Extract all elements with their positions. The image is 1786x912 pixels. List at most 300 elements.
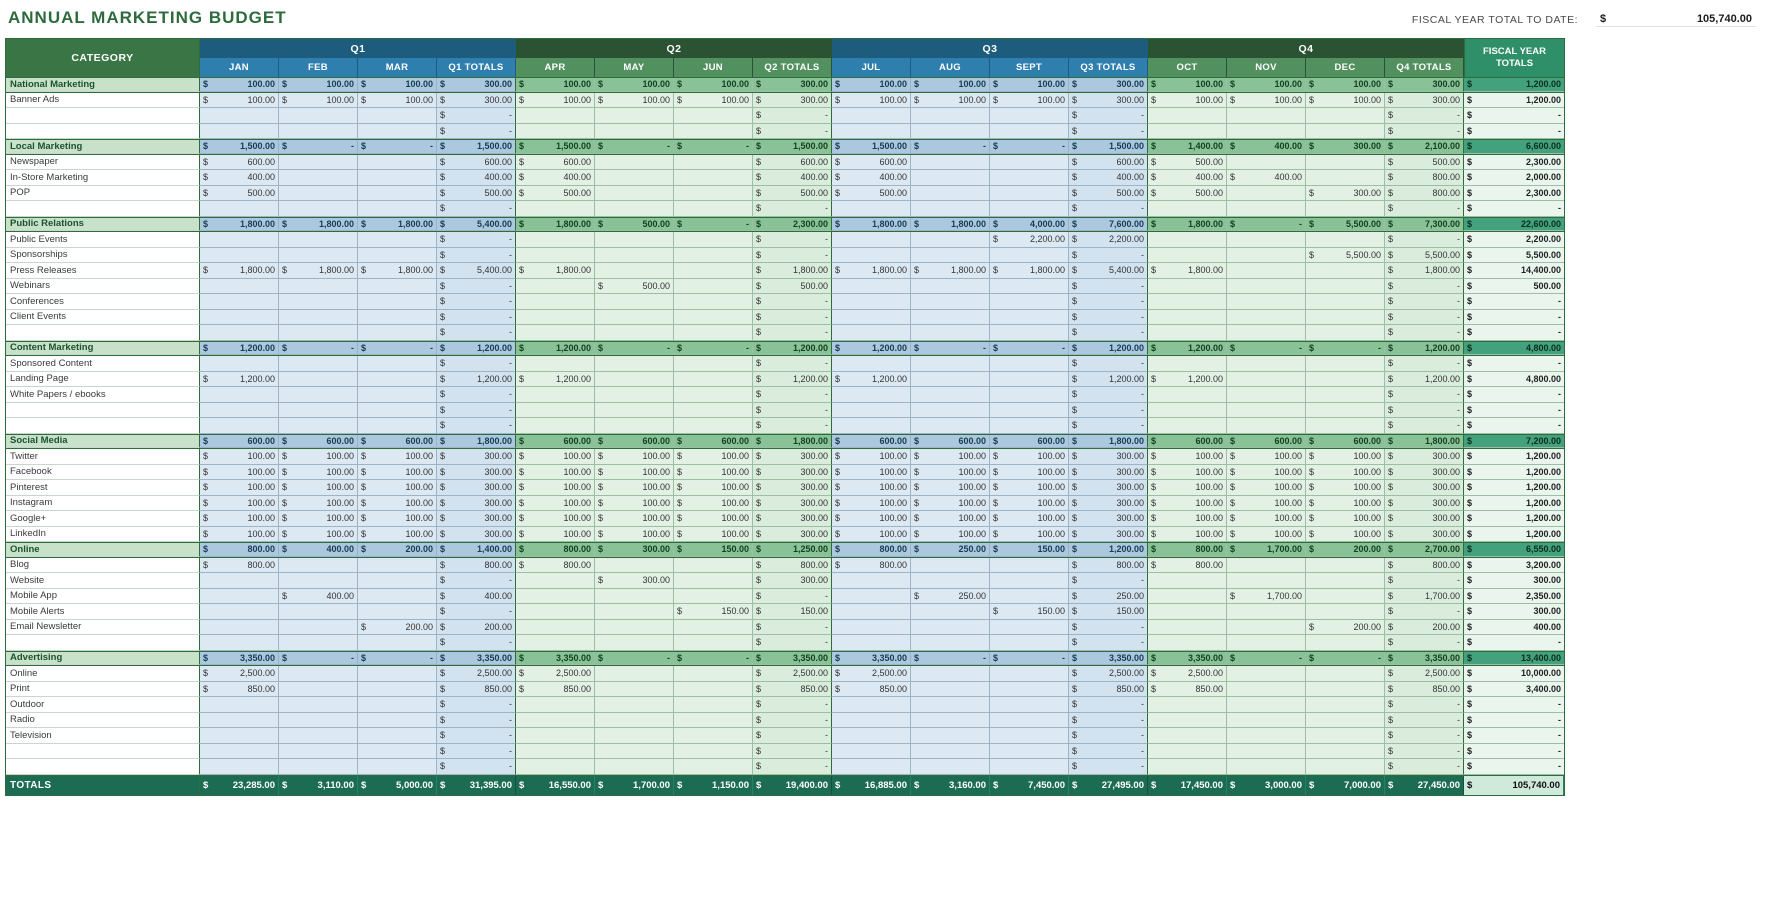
- row-label[interactable]: White Papers / ebooks: [6, 387, 200, 403]
- cell[interactable]: [753, 108, 832, 124]
- cell[interactable]: [990, 635, 1069, 651]
- cell[interactable]: [358, 186, 437, 202]
- cell[interactable]: [1148, 728, 1227, 744]
- cell[interactable]: [1306, 170, 1385, 186]
- cell[interactable]: [437, 480, 516, 496]
- cell[interactable]: [674, 218, 753, 232]
- cell[interactable]: [279, 325, 358, 341]
- row-label[interactable]: [6, 108, 200, 124]
- cell[interactable]: [279, 728, 358, 744]
- cell[interactable]: [911, 140, 990, 154]
- cell[interactable]: [911, 620, 990, 636]
- cell[interactable]: [437, 294, 516, 310]
- cell[interactable]: [1464, 635, 1564, 651]
- cell[interactable]: [911, 170, 990, 186]
- cell[interactable]: [437, 713, 516, 729]
- cell[interactable]: [595, 573, 674, 589]
- cell[interactable]: [990, 527, 1069, 543]
- cell[interactable]: [437, 140, 516, 154]
- cell[interactable]: [279, 652, 358, 666]
- cell[interactable]: [1306, 635, 1385, 651]
- cell[interactable]: [753, 527, 832, 543]
- cell[interactable]: [832, 589, 911, 605]
- cell[interactable]: [1069, 342, 1148, 356]
- row-label[interactable]: Client Events: [6, 310, 200, 326]
- cell[interactable]: [595, 155, 674, 171]
- row-label[interactable]: Banner Ads: [6, 93, 200, 109]
- cell[interactable]: [279, 78, 358, 92]
- cell[interactable]: [753, 279, 832, 295]
- cell[interactable]: [1227, 435, 1306, 449]
- cell[interactable]: [1227, 682, 1306, 698]
- cell[interactable]: [279, 418, 358, 434]
- row-label[interactable]: In-Store Marketing: [6, 170, 200, 186]
- cell[interactable]: [279, 140, 358, 154]
- cell[interactable]: [674, 589, 753, 605]
- cell[interactable]: [911, 543, 990, 557]
- cell[interactable]: [1464, 776, 1564, 795]
- row-label[interactable]: Twitter: [6, 449, 200, 465]
- cell[interactable]: [832, 372, 911, 388]
- cell[interactable]: [279, 155, 358, 171]
- cell[interactable]: [1306, 140, 1385, 154]
- cell[interactable]: [674, 604, 753, 620]
- cell[interactable]: [1148, 232, 1227, 248]
- cell[interactable]: [1306, 697, 1385, 713]
- cell[interactable]: [753, 310, 832, 326]
- cell[interactable]: [1148, 78, 1227, 92]
- cell[interactable]: [200, 543, 279, 557]
- cell[interactable]: [1464, 527, 1564, 543]
- cell[interactable]: [1464, 263, 1564, 279]
- cell[interactable]: [279, 604, 358, 620]
- cell[interactable]: [595, 511, 674, 527]
- cell[interactable]: [1148, 140, 1227, 154]
- cell[interactable]: [437, 78, 516, 92]
- cell[interactable]: [832, 310, 911, 326]
- cell[interactable]: [437, 449, 516, 465]
- cell[interactable]: [1306, 744, 1385, 760]
- cell[interactable]: [1069, 682, 1148, 698]
- cell[interactable]: [595, 279, 674, 295]
- cell[interactable]: [1227, 635, 1306, 651]
- cell[interactable]: [1069, 248, 1148, 264]
- cell[interactable]: [358, 387, 437, 403]
- cell[interactable]: [990, 186, 1069, 202]
- cell[interactable]: [595, 201, 674, 217]
- cell[interactable]: [832, 248, 911, 264]
- cell[interactable]: [1306, 465, 1385, 481]
- cell[interactable]: [990, 511, 1069, 527]
- cell[interactable]: [832, 294, 911, 310]
- cell[interactable]: [1464, 759, 1564, 775]
- cell[interactable]: [832, 232, 911, 248]
- cell[interactable]: [674, 620, 753, 636]
- cell[interactable]: [753, 403, 832, 419]
- cell[interactable]: [674, 697, 753, 713]
- cell[interactable]: [1227, 465, 1306, 481]
- row-label[interactable]: Instagram: [6, 496, 200, 512]
- cell[interactable]: [674, 480, 753, 496]
- cell[interactable]: [279, 294, 358, 310]
- cell[interactable]: [200, 232, 279, 248]
- cell[interactable]: [279, 589, 358, 605]
- cell[interactable]: [911, 418, 990, 434]
- cell[interactable]: [674, 108, 753, 124]
- cell[interactable]: [595, 232, 674, 248]
- cell[interactable]: [200, 294, 279, 310]
- cell[interactable]: [1148, 387, 1227, 403]
- cell[interactable]: [1069, 728, 1148, 744]
- cell[interactable]: [1069, 263, 1148, 279]
- cell[interactable]: [1069, 279, 1148, 295]
- cell[interactable]: [1227, 124, 1306, 140]
- cell[interactable]: [1385, 325, 1464, 341]
- cell[interactable]: [1306, 186, 1385, 202]
- cell[interactable]: [1069, 403, 1148, 419]
- cell[interactable]: [279, 232, 358, 248]
- cell[interactable]: [358, 759, 437, 775]
- cell[interactable]: [1227, 573, 1306, 589]
- cell[interactable]: [990, 435, 1069, 449]
- cell[interactable]: [437, 108, 516, 124]
- cell[interactable]: [1148, 744, 1227, 760]
- cell[interactable]: [1227, 78, 1306, 92]
- cell[interactable]: [358, 342, 437, 356]
- cell[interactable]: [279, 666, 358, 682]
- cell[interactable]: [1464, 403, 1564, 419]
- cell[interactable]: [1148, 218, 1227, 232]
- cell[interactable]: [358, 511, 437, 527]
- cell[interactable]: [200, 728, 279, 744]
- cell[interactable]: [200, 248, 279, 264]
- cell[interactable]: [1385, 652, 1464, 666]
- cell[interactable]: [753, 697, 832, 713]
- cell[interactable]: [832, 387, 911, 403]
- cell[interactable]: [437, 279, 516, 295]
- cell[interactable]: [911, 248, 990, 264]
- cell[interactable]: [832, 342, 911, 356]
- cell[interactable]: [1148, 543, 1227, 557]
- cell[interactable]: [200, 93, 279, 109]
- cell[interactable]: [1385, 759, 1464, 775]
- cell[interactable]: [911, 342, 990, 356]
- cell[interactable]: [1306, 387, 1385, 403]
- row-label[interactable]: LinkedIn: [6, 527, 200, 543]
- cell[interactable]: [1227, 418, 1306, 434]
- cell[interactable]: [200, 744, 279, 760]
- cell[interactable]: [911, 697, 990, 713]
- row-label[interactable]: [6, 635, 200, 651]
- cell[interactable]: [911, 465, 990, 481]
- cell[interactable]: [911, 124, 990, 140]
- cell[interactable]: [437, 527, 516, 543]
- cell[interactable]: [358, 435, 437, 449]
- cell[interactable]: [595, 403, 674, 419]
- cell[interactable]: [1385, 496, 1464, 512]
- cell[interactable]: [595, 263, 674, 279]
- cell[interactable]: [990, 418, 1069, 434]
- cell[interactable]: [595, 294, 674, 310]
- cell[interactable]: [358, 372, 437, 388]
- cell[interactable]: [1306, 418, 1385, 434]
- cell[interactable]: [279, 759, 358, 775]
- cell[interactable]: [1464, 666, 1564, 682]
- cell[interactable]: [358, 310, 437, 326]
- cell[interactable]: [358, 776, 437, 795]
- cell[interactable]: [1385, 232, 1464, 248]
- cell[interactable]: [832, 776, 911, 795]
- cell[interactable]: [1306, 713, 1385, 729]
- cell[interactable]: [437, 496, 516, 512]
- cell[interactable]: [1306, 496, 1385, 512]
- cell[interactable]: [1385, 682, 1464, 698]
- cell[interactable]: [1069, 573, 1148, 589]
- cell[interactable]: [358, 294, 437, 310]
- cell[interactable]: [1464, 356, 1564, 372]
- cell[interactable]: [1385, 543, 1464, 557]
- cell[interactable]: [1464, 218, 1564, 232]
- cell[interactable]: [200, 78, 279, 92]
- cell[interactable]: [1306, 776, 1385, 795]
- cell[interactable]: [990, 325, 1069, 341]
- cell[interactable]: [279, 635, 358, 651]
- cell[interactable]: [595, 465, 674, 481]
- cell[interactable]: [200, 697, 279, 713]
- cell[interactable]: [595, 78, 674, 92]
- cell[interactable]: [1306, 263, 1385, 279]
- cell[interactable]: [832, 418, 911, 434]
- cell[interactable]: [1385, 218, 1464, 232]
- cell[interactable]: [1227, 93, 1306, 109]
- cell[interactable]: [832, 325, 911, 341]
- cell[interactable]: [753, 140, 832, 154]
- cell[interactable]: [200, 140, 279, 154]
- cell[interactable]: [595, 449, 674, 465]
- cell[interactable]: [200, 186, 279, 202]
- cell[interactable]: [674, 449, 753, 465]
- cell[interactable]: [674, 263, 753, 279]
- row-label[interactable]: Advertising: [6, 652, 200, 666]
- cell[interactable]: [1464, 279, 1564, 295]
- cell[interactable]: [1148, 342, 1227, 356]
- cell[interactable]: [674, 527, 753, 543]
- cell[interactable]: [358, 558, 437, 574]
- cell[interactable]: [516, 635, 595, 651]
- cell[interactable]: [437, 435, 516, 449]
- cell[interactable]: [279, 93, 358, 109]
- cell[interactable]: [990, 279, 1069, 295]
- cell[interactable]: [1306, 620, 1385, 636]
- cell[interactable]: [279, 744, 358, 760]
- cell[interactable]: [1148, 480, 1227, 496]
- cell[interactable]: [1306, 682, 1385, 698]
- cell[interactable]: [1385, 263, 1464, 279]
- cell[interactable]: [1069, 387, 1148, 403]
- cell[interactable]: [1069, 218, 1148, 232]
- cell[interactable]: [1069, 744, 1148, 760]
- cell[interactable]: [753, 372, 832, 388]
- cell[interactable]: [279, 543, 358, 557]
- cell[interactable]: [595, 697, 674, 713]
- row-label[interactable]: Public Events: [6, 232, 200, 248]
- cell[interactable]: [1385, 435, 1464, 449]
- cell[interactable]: [1227, 218, 1306, 232]
- cell[interactable]: [1227, 263, 1306, 279]
- cell[interactable]: [1148, 558, 1227, 574]
- cell[interactable]: [279, 263, 358, 279]
- cell[interactable]: [595, 124, 674, 140]
- cell[interactable]: [200, 435, 279, 449]
- cell[interactable]: [200, 387, 279, 403]
- cell[interactable]: [753, 496, 832, 512]
- cell[interactable]: [832, 170, 911, 186]
- cell[interactable]: [990, 496, 1069, 512]
- cell[interactable]: [753, 543, 832, 557]
- cell[interactable]: [1148, 356, 1227, 372]
- cell[interactable]: [1464, 78, 1564, 92]
- cell[interactable]: [753, 342, 832, 356]
- cell[interactable]: [674, 496, 753, 512]
- cell[interactable]: [358, 713, 437, 729]
- cell[interactable]: [437, 170, 516, 186]
- cell[interactable]: [832, 713, 911, 729]
- cell[interactable]: [595, 435, 674, 449]
- cell[interactable]: [911, 403, 990, 419]
- cell[interactable]: [358, 78, 437, 92]
- cell[interactable]: [437, 697, 516, 713]
- cell[interactable]: [911, 635, 990, 651]
- cell[interactable]: [516, 155, 595, 171]
- cell[interactable]: [990, 342, 1069, 356]
- cell[interactable]: [1148, 155, 1227, 171]
- cell[interactable]: [911, 435, 990, 449]
- cell[interactable]: [437, 325, 516, 341]
- cell[interactable]: [437, 744, 516, 760]
- cell[interactable]: [753, 744, 832, 760]
- cell[interactable]: [1464, 155, 1564, 171]
- cell[interactable]: [1385, 372, 1464, 388]
- cell[interactable]: [1069, 511, 1148, 527]
- cell[interactable]: [832, 620, 911, 636]
- cell[interactable]: [753, 465, 832, 481]
- cell[interactable]: [911, 449, 990, 465]
- cell[interactable]: [674, 465, 753, 481]
- row-label[interactable]: Outdoor: [6, 697, 200, 713]
- cell[interactable]: [595, 589, 674, 605]
- cell[interactable]: [911, 78, 990, 92]
- cell[interactable]: [516, 325, 595, 341]
- cell[interactable]: [279, 527, 358, 543]
- cell[interactable]: [437, 186, 516, 202]
- cell[interactable]: [674, 78, 753, 92]
- cell[interactable]: [990, 558, 1069, 574]
- cell[interactable]: [516, 310, 595, 326]
- cell[interactable]: [1148, 666, 1227, 682]
- cell[interactable]: [1069, 759, 1148, 775]
- cell[interactable]: [1148, 124, 1227, 140]
- cell[interactable]: [990, 218, 1069, 232]
- row-label[interactable]: Online: [6, 543, 200, 557]
- cell[interactable]: [200, 480, 279, 496]
- row-label[interactable]: Blog: [6, 558, 200, 574]
- cell[interactable]: [595, 325, 674, 341]
- cell[interactable]: [1069, 449, 1148, 465]
- cell[interactable]: [437, 666, 516, 682]
- cell[interactable]: [595, 635, 674, 651]
- cell[interactable]: [1306, 108, 1385, 124]
- cell[interactable]: [911, 776, 990, 795]
- cell[interactable]: [200, 170, 279, 186]
- cell[interactable]: [1148, 435, 1227, 449]
- cell[interactable]: [1227, 155, 1306, 171]
- cell[interactable]: [1306, 589, 1385, 605]
- cell[interactable]: [1464, 744, 1564, 760]
- cell[interactable]: [1464, 728, 1564, 744]
- cell[interactable]: [753, 713, 832, 729]
- cell[interactable]: [1069, 170, 1148, 186]
- cell[interactable]: [1464, 186, 1564, 202]
- cell[interactable]: [279, 558, 358, 574]
- cell[interactable]: [832, 263, 911, 279]
- cell[interactable]: [832, 573, 911, 589]
- cell[interactable]: [832, 124, 911, 140]
- cell[interactable]: [911, 263, 990, 279]
- cell[interactable]: [516, 170, 595, 186]
- cell[interactable]: [358, 682, 437, 698]
- cell[interactable]: [832, 666, 911, 682]
- row-label[interactable]: Pinterest: [6, 480, 200, 496]
- cell[interactable]: [832, 527, 911, 543]
- cell[interactable]: [1227, 728, 1306, 744]
- cell[interactable]: [358, 728, 437, 744]
- cell[interactable]: [1385, 279, 1464, 295]
- cell[interactable]: [1385, 713, 1464, 729]
- cell[interactable]: [1148, 93, 1227, 109]
- cell[interactable]: [595, 496, 674, 512]
- cell[interactable]: [1148, 170, 1227, 186]
- row-label[interactable]: POP: [6, 186, 200, 202]
- cell[interactable]: [1385, 558, 1464, 574]
- cell[interactable]: [1385, 480, 1464, 496]
- cell[interactable]: [753, 480, 832, 496]
- cell[interactable]: [990, 604, 1069, 620]
- cell[interactable]: [674, 558, 753, 574]
- cell[interactable]: [990, 372, 1069, 388]
- cell[interactable]: [911, 387, 990, 403]
- cell[interactable]: [674, 248, 753, 264]
- cell[interactable]: [1306, 728, 1385, 744]
- cell[interactable]: [595, 186, 674, 202]
- cell[interactable]: [1306, 201, 1385, 217]
- cell[interactable]: [437, 418, 516, 434]
- cell[interactable]: [595, 620, 674, 636]
- cell[interactable]: [200, 496, 279, 512]
- cell[interactable]: [911, 372, 990, 388]
- cell[interactable]: [437, 465, 516, 481]
- cell[interactable]: [1464, 511, 1564, 527]
- cell[interactable]: [832, 93, 911, 109]
- cell[interactable]: [1385, 744, 1464, 760]
- cell[interactable]: [1227, 279, 1306, 295]
- cell[interactable]: [1069, 140, 1148, 154]
- cell[interactable]: [753, 776, 832, 795]
- row-label[interactable]: Television: [6, 728, 200, 744]
- cell[interactable]: [1385, 155, 1464, 171]
- cell[interactable]: [200, 511, 279, 527]
- cell[interactable]: [1069, 776, 1148, 795]
- cell[interactable]: [1069, 620, 1148, 636]
